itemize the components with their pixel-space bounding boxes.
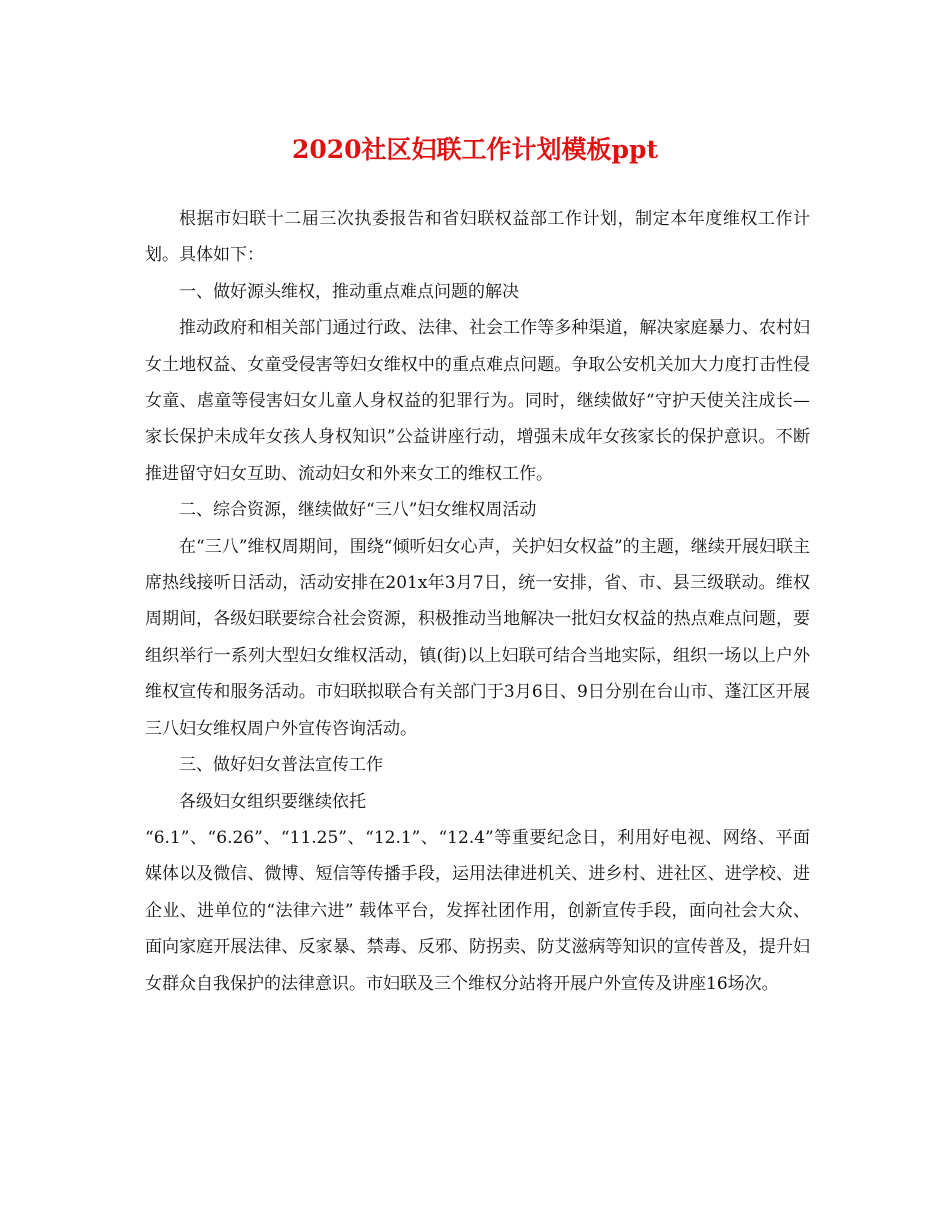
- section-3-paragraph: “6.1”、“6.26”、“11.25”、“12.1”、“12.4”等重要纪念日，利用好电视、网络、平面媒体以及微信、微博、短信等传播手段，运用法律进机关、进乡村、进社区、进学校、进企业、进单位的“法律六进” 载体平台，发挥社团作用，创新宣传手段，面向社会大众、面向家庭开展法律、反家暴、禁毒、反邪、防拐卖、防艾滋病等知识的宣传普及，提升妇女群众自我保护的法律意识。市妇联及三个维权分站将开展户外宣传及讲座16场次。: [145, 827, 810, 994]
- section-1-paragraph: 推动政府和相关部门通过行政、法律、社会工作等多种渠道，解决家庭暴力、农村妇女土地权益、女童受侵害等妇女维权中的重点难点问题。争取公安机关加大力度打击性侵女童、虐童等侵害妇女儿童人身权益的犯罪行为。同时，继续做好“守护天使关注成长—家长保护未成年女孩人身权知识”公益讲座行动，增强未成年女孩家长的保护意识。不断推进留守妇女互助、流动妇女和外来女工的维权工作。: [145, 318, 810, 484]
- section-heading-1: 一、做好源头维权，推动重点难点问题的解决: [179, 281, 519, 302]
- section-2-paragraph: 在“三八”维权周期间，围绕“倾听妇女心声，关护妇女权益”的主题，继续开展妇联主席热线接听日活动，活动安排在201x年3月7日，统一安排，省、市、县三级联动。维权周期间，各级妇联要综合社会资源，积极推动当地解决一批妇女权益的热点难点问题，要组织举行一系列大型妇女维权活动，镇(街)以上妇联可结合当地实际，组织一场以上户外维权宣传和服务活动。市妇联拟联合有关部门于3月6日、9日分别在台山市、蓬江区开展三八妇女维权周户外宣传咨询活动。: [145, 536, 810, 739]
- section-heading-2: 二、综合资源，继续做好“三八”妇女维权周活动: [179, 500, 537, 521]
- intro-paragraph: 根据市妇联十二届三次执委报告和省妇联权益部工作计划，制定本年度维权工作计划。具体如下：: [145, 209, 810, 266]
- document-body: [145, 201, 810, 1002]
- section-heading-3: 三、做好妇女普法宣传工作: [179, 755, 383, 776]
- section-3-lead: 各级妇女组织要继续依托: [179, 791, 366, 812]
- document-title: 2020社区妇联工作计划模板ppt: [291, 135, 659, 164]
